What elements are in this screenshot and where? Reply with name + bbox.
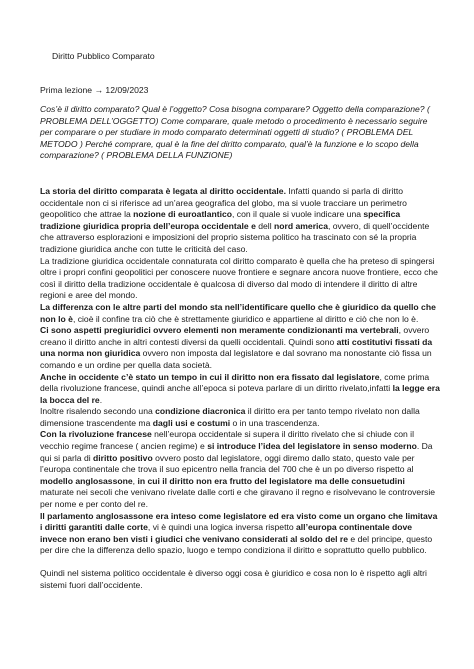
paragraph: [40, 186, 440, 256]
bold-text: La storia del diritto comparata è legata al diritto occidentale: [40, 186, 284, 196]
text: , con il quale si vuole indicare una: [232, 209, 364, 220]
document-title: Diritto Pubblico Comparato: [52, 51, 155, 61]
bold-text: condizione diacronica: [155, 406, 246, 417]
bold-text: si introduce l’idea del legislatore in senso moderno: [207, 441, 417, 452]
text: , ovvero creano il diritto anche in altri contesti diversi da quelli occidentali. Quindi sono: [40, 325, 430, 347]
bold-text: nozione di euroatlantico: [133, 209, 233, 220]
bold-text: Ci sono aspetti pregiuridici ovvero elementi non meramente condizionanti ma vertebrali: [40, 325, 399, 336]
text: ovvero posto dal legislatore, oggi diremo dallo stato, questo vale per l’europa continentale che trova il suo epicentro nella francia del 700 che è un po diverso rispetto al: [40, 452, 415, 475]
paragraph-gap: [40, 557, 440, 568]
paragraph: La tradizione giuridica occidentale connaturata col diritto comparato è quella che ha preteso di spingersi oltre i propri confini geopolitici per conoscere nuove frontiere e segnare ancora nuove frontiere, ecco che così il diritto della tradizione occidentale è qualcosa di diverso dal modo di intendere il diritto di altre regioni e aree del mondo.: [40, 255, 438, 301]
bold-text: dagli usi e costumi: [152, 417, 231, 428]
text: Infatti quando si parla di diritto occidentale non ci si riferisce ad un’area geografica del globo, ma si vuole tracciare un perimetro geopolitico che attrae la: [40, 186, 407, 220]
text: , ovvero, di quell’occidente che attraverso esplorazioni e imposizioni del proprio sistema politico ha trascinato con sé la propria tradizione giuridica anche con tutte le criticità del caso.: [40, 220, 430, 254]
paragraph: [40, 406, 440, 429]
paragraph: [40, 511, 440, 557]
text: , come prima della rivoluzione francese, quindi anche all’epoca si poteva parlare di un diritto rivelato,infatti: [40, 371, 430, 394]
document-body: [40, 186, 440, 591]
text: ovvero non imposta dal legislatore e dal sovrano ma nonostante ciò fissa un comando e un ordine per quella data società.: [40, 348, 432, 370]
text: Inoltre risalendo secondo una: [40, 406, 156, 417]
text: ,: [132, 475, 138, 486]
text: , cioè il confine tra ciò che è strettamente giuridico e appartiene al diritto e ciò che non lo è.: [72, 313, 419, 324]
bold-text: all’europa continentale dove invece non erano ben visti i giudici che venivano considerati al soldo del re: [40, 522, 413, 544]
bold-text: specifica tradizione giuridica propria dell’europa occidentale e: [40, 209, 401, 231]
bold-text: diritto positivo: [93, 452, 153, 463]
bold-text: la legge era la bocca del re: [40, 383, 440, 405]
bold-text: .: [283, 186, 286, 196]
bold-text: Il parlamento anglosassone era inteso come legislatore ed era visto come un organo che limitava i diritti garantiti dalle corte: [40, 510, 438, 533]
bold-text: Anche in occidente c’è stato un tempo in cui il diritto non era fissato dal legislatore: [40, 371, 380, 382]
text: .: [99, 394, 103, 405]
text: maturate nei secoli che venivano rivelate dalle corti e che giravano il regno e risolvevano le controversie per nome e per conto del re.: [40, 487, 436, 510]
bold-text: La differenza con le altre parti del mondo sta nell’identificare quello che è giuridico da quello che non lo è: [40, 301, 436, 324]
bold-text: atti costitutivi fissati da una norma non giuridica: [40, 336, 433, 359]
paragraph: Quindi nel sistema politico occidentale è diverso oggi cosa è giuridico e cosa non lo è rispetto agli altri sistemi fuori dall’occidente.: [40, 568, 427, 590]
lesson-date: Prima lezione → 12/09/2023: [40, 85, 149, 95]
bold-text: in cui il diritto non era frutto del legislatore ma delle consuetudini: [137, 475, 405, 486]
bold-text: nord america: [274, 220, 328, 231]
text: e del principe, questo per dire che la differenza dello spazio, luogo e tempo condiziona il diritto e soprattutto quello pubblico.: [40, 533, 433, 556]
bold-text: modello anglosassone: [40, 475, 133, 486]
intro-questions: Cos’è il diritto comparato? Qual è l’oggetto? Cosa bisogna comparare? Oggetto della comparazione? ( PROBLEMA DELL’OGGETTO) Come comparare, quale metodo o procedimento è necessario seguire per comparare o per studiare in modo comparato determinati oggetti di studio? ( PROBLEMA DEL METODO ) Perché comprare, qual è la fine del diritto comparato, qual’è la funzione e lo scopo della comparazione? ( PROBLEMA DELLA FUNZIONE): [40, 104, 430, 161]
paragraph: [40, 302, 440, 325]
text: il diritto era per tanto tempo rivelato non dalla dimensione trascendente ma: [40, 406, 420, 428]
bold-text: Con la rivoluzione francese: [40, 429, 152, 440]
text: . Da qui si parla di: [40, 441, 433, 463]
paragraph: [40, 372, 440, 407]
text: o in una trascendenza.: [230, 417, 320, 428]
text: dell: [255, 220, 275, 231]
paragraph: [40, 429, 440, 510]
paragraph: [40, 325, 440, 371]
text: nell’europa occidentale si supera il diritto rivelato che si chiude con il vecchio regime francese ( ancien regime) e: [40, 429, 415, 452]
text: , vi è quindi una logica inversa rispetto: [147, 522, 297, 533]
